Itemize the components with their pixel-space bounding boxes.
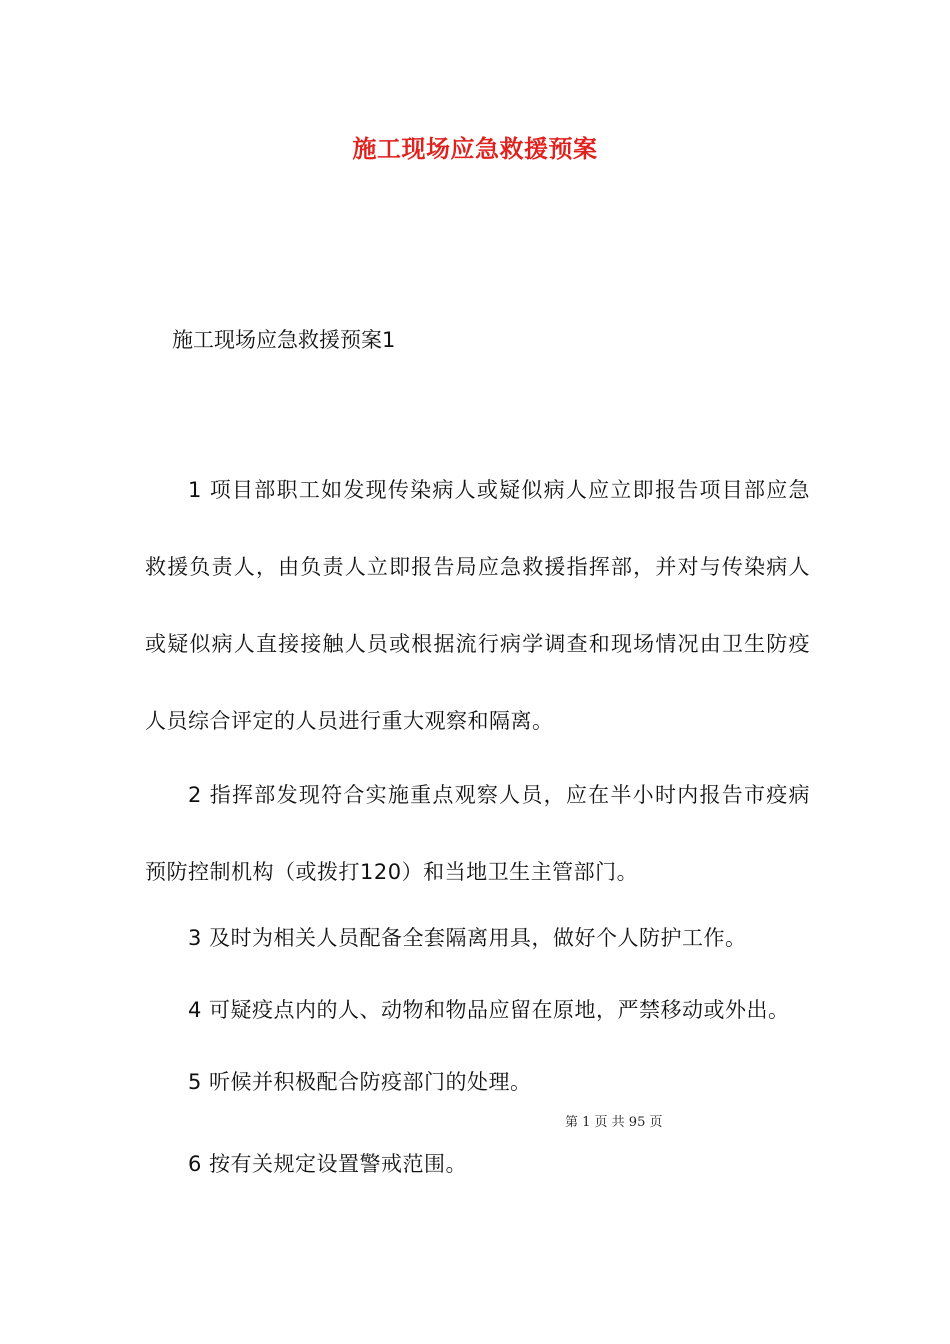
section-heading: 施工现场应急救援预案1 xyxy=(172,328,396,352)
paragraph-6: 6 按有关规定设置警戒范围。 xyxy=(188,1152,468,1176)
paragraph-1: 1 项目部职工如发现传染病人或疑似病人应立即报告项目部应急救援负责人，由负责人立即报告局应急救援指挥部，并对与传染病人或疑似病人直接接触人员或根据流行病学调查和现场情况由卫生防疫人员综合评定的人员进行重大观察和隔离。 xyxy=(145,478,810,733)
paragraph-3: 3 及时为相关人员配备全套隔离用具，做好个人防护工作。 xyxy=(188,926,747,950)
paragraph-5: 5 听候并积极配合防疫部门的处理。 xyxy=(188,1070,532,1094)
paragraph-2: 2 指挥部发现符合实施重点观察人员，应在半小时内报告市疫病预防控制机构（或拨打120）和当地卫生主管部门。 xyxy=(145,783,810,884)
document-title: 施工现场应急救援预案 xyxy=(352,135,598,163)
paragraph-4: 4 可疑疫点内的人、动物和物品应留在原地，严禁移动或外出。 xyxy=(188,998,790,1022)
page-number-footer: 第 1 页 共 95 页 xyxy=(565,1115,663,1130)
